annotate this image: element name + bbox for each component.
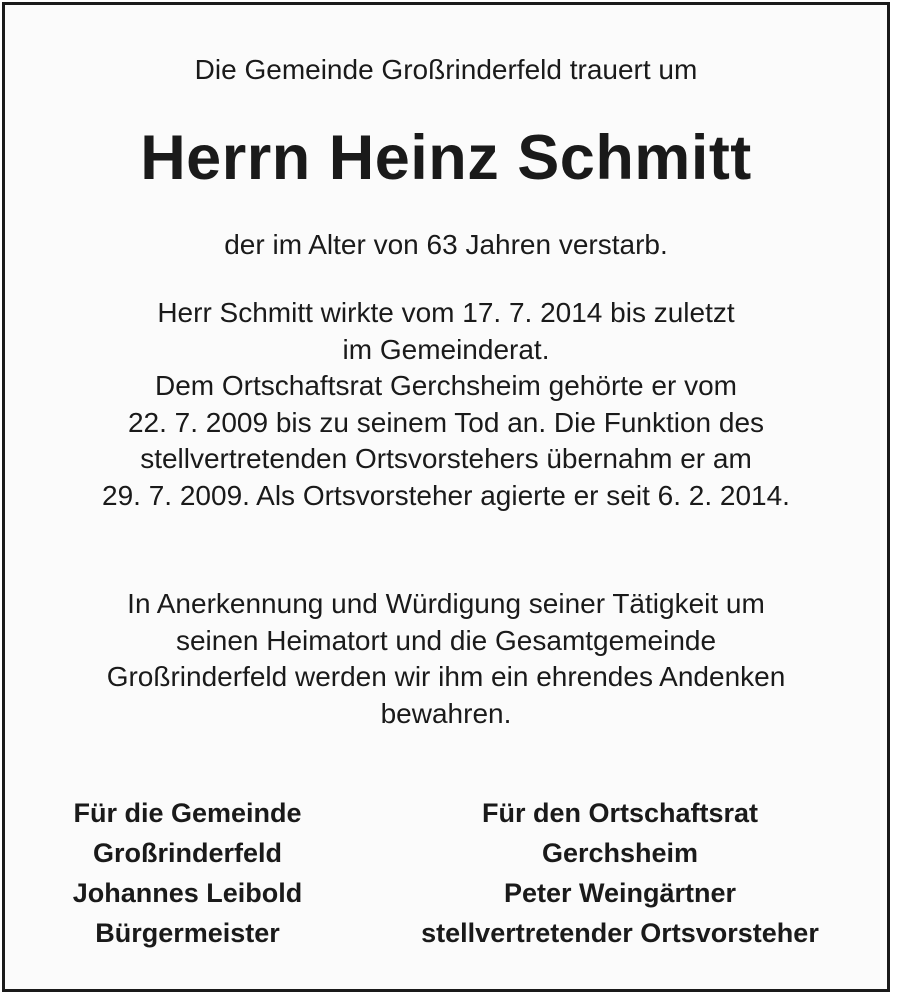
paragraph-line: 22. 7. 2009 bis zu seinem Tod an. Die Funktion des: [127, 406, 765, 438]
paragraph-line: Herr Schmitt wirkte vom 17. 7. 2014 bis zuletzt: [157, 297, 735, 328]
paragraph-line: 29. 7. 2009. Als Ortsvorsteher agierte er seit 6. 2. 2014.: [102, 479, 790, 511]
signature-line: Gerchsheim: [541, 838, 699, 868]
paragraph-line: stellvertretenden Ortsvorstehers übernahm er am: [140, 443, 752, 474]
obituary-notice: [2, 2, 890, 992]
service-paragraph: [5, 295, 887, 514]
deceased-name: Herrn Heinz Schmitt: [140, 123, 752, 193]
signature-line: Großrinderfeld: [92, 838, 282, 868]
signature-local-council: [370, 793, 870, 953]
paragraph-line: Großrinderfeld werden wir ihm ein ehrendes Andenken: [106, 661, 786, 692]
signatory-title: Bürgermeister: [95, 918, 280, 948]
paragraph-line: seinen Heimatort und die Gesamtgemeinde: [175, 624, 717, 656]
tribute-paragraph: [5, 586, 887, 732]
signature-line: Für den Ortschaftsrat: [481, 798, 759, 828]
paragraph-line: Dem Ortschaftsrat Gerchsheim gehörte er vom: [155, 370, 737, 401]
intro-line: Die Gemeinde Großrinderfeld trauert um: [194, 54, 698, 85]
signatory-title: stellvertretender Ortsvorsteher: [421, 918, 819, 948]
signatory-name: Peter Weingärtner: [503, 878, 737, 908]
signatory-name: Johannes Leibold: [72, 878, 303, 908]
paragraph-line: bewahren.: [380, 697, 512, 729]
signature-municipality: [35, 793, 340, 953]
paragraph-line: In Anerkennung und Würdigung seiner Tätigkeit um: [127, 588, 765, 619]
paragraph-line: im Gemeinderat.: [342, 333, 550, 365]
signature-line: Für die Gemeinde: [73, 798, 302, 828]
age-line: der im Alter von 63 Jahren verstarb.: [224, 229, 668, 260]
